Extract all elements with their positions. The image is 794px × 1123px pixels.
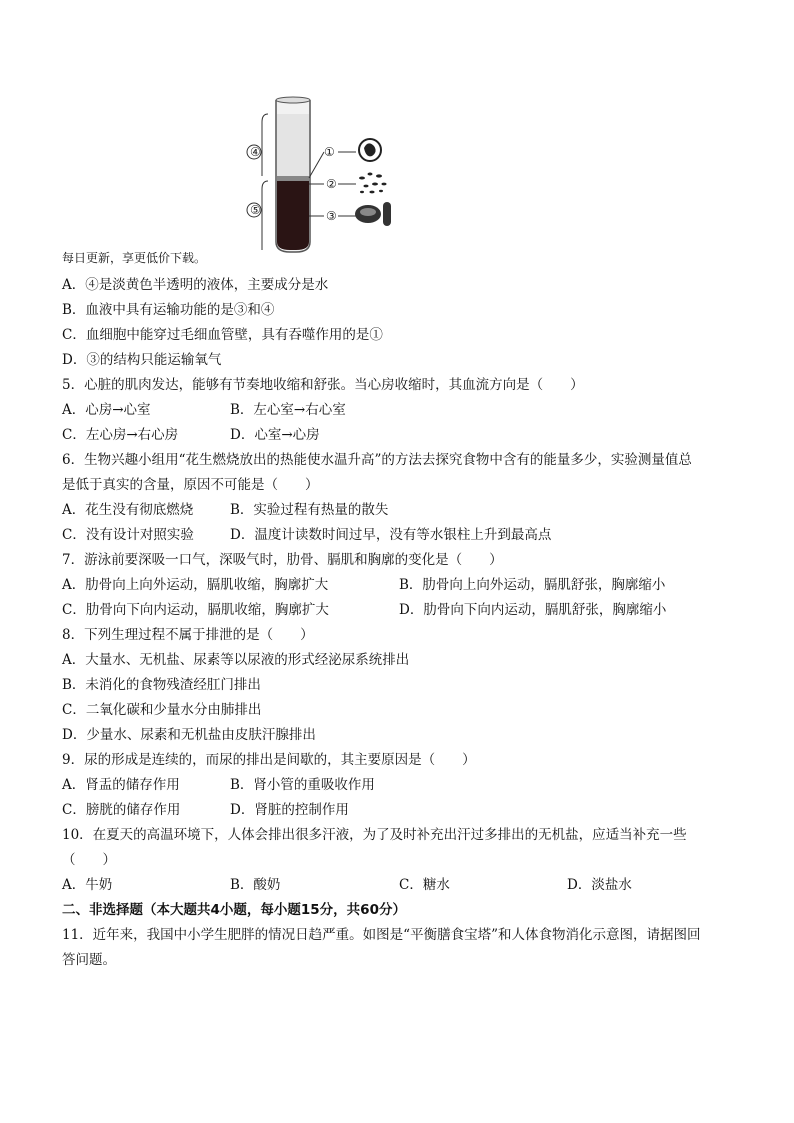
question-line: D．心室→心房 (230, 427, 320, 443)
test-tube-diagram (238, 92, 418, 257)
question-line: 10．在夏天的高温环境下，人体会排出很多汗液，为了及时补充出汗过多排出的无机盐，应适当补充一些 (62, 827, 687, 843)
question-line: A．肾盂的储存作用 (62, 777, 180, 793)
question-line: B．左心室→右心室 (230, 402, 346, 418)
label-2: ② (326, 177, 337, 191)
label-3: ③ (326, 209, 337, 223)
question-line: B．血液中具有运输功能的是③和④ (62, 302, 275, 318)
question-line: D．肾脏的控制作用 (230, 802, 349, 818)
label-5: ⑤ (250, 203, 261, 217)
question-line: A．肋骨向上向外运动，膈肌收缩，胸廓扩大 (62, 577, 329, 593)
question-line: 11．近年来，我国中小学生肥胖的情况日趋严重。如图是“平衡膳食宝塔”和人体食物消化示意图，请据图回 (62, 927, 701, 943)
leader-1 (309, 152, 324, 178)
question-line: 6．生物兴趣小组用“花生燃烧放出的热能使水温升高”的方法去探究食物中含有的能量多少，实验测量值总 (62, 452, 692, 468)
buffy-coat-layer (277, 176, 309, 181)
plasma-layer (277, 114, 309, 176)
question-line: C．糖水 (399, 877, 450, 893)
question-line: 9．尿的形成是连续的，而尿的排出是间歇的，其主要原因是（ ） (62, 752, 476, 768)
bracket-4 (262, 114, 268, 176)
section-heading: 二、非选择题（本大题共4小题，每小题15分，共60分） (62, 902, 406, 918)
question-line: C．血细胞中能穿过毛细血管壁，具有吞噬作用的是① (62, 327, 383, 343)
tube-rim (276, 97, 310, 103)
question-line: B．肋骨向上向外运动，膈肌舒张，胸廓缩小 (399, 577, 666, 593)
question-line: D．温度计读数时间过早，没有等水银柱上升到最高点 (230, 527, 552, 543)
question-line: 8．下列生理过程不属于排泄的是（ ） (62, 627, 314, 643)
question-line: A．花生没有彻底燃烧 (62, 502, 194, 518)
question-line: A．牛奶 (62, 877, 113, 893)
question-line: 7．游泳前要深吸一口气，深吸气时，肋骨、膈肌和胸廓的变化是（ ） (62, 552, 503, 568)
question-line: （ ） (62, 852, 116, 868)
red-blood-cell-side (383, 202, 391, 226)
red-cell-layer (277, 181, 309, 250)
question-line: 是低于真实的含量，原因不可能是（ ） (62, 477, 319, 493)
question-line: A．④是淡黄色半透明的液体，主要成分是水 (62, 277, 329, 293)
label-4: ④ (250, 145, 261, 159)
question-line: 答问题。 (62, 952, 116, 968)
question-line: B．酸奶 (230, 877, 281, 893)
question-line: C．没有设计对照实验 (62, 527, 194, 543)
question-line: D．少量水、尿素和无机盐由皮肤汗腺排出 (62, 727, 316, 743)
question-line: B．实验过程有热量的散失 (230, 502, 389, 518)
question-line: D．肋骨向下向内运动，膈肌舒张，胸廓缩小 (399, 602, 667, 618)
question-line: D．③的结构只能运输氧气 (62, 352, 222, 368)
red-blood-cell-center (360, 208, 376, 216)
question-line: B．肾小管的重吸收作用 (230, 777, 375, 793)
platelets (359, 173, 387, 194)
question-line: C．肋骨向下向内运动，膈肌收缩，胸廓扩大 (62, 602, 329, 618)
question-line: C．二氧化碳和少量水分由肺排出 (62, 702, 262, 718)
question-line: B．未消化的食物残渣经肛门排出 (62, 677, 261, 693)
question-line: C．左心房→右心房 (62, 427, 179, 443)
bracket-5 (262, 181, 268, 250)
question-line: C．膀胱的储存作用 (62, 802, 181, 818)
question-line: A．心房→心室 (62, 402, 151, 418)
figure-caption: 每日更新，享更低价下载。 (62, 251, 207, 265)
question-line: A．大量水、无机盐、尿素等以尿液的形式经泌尿系统排出 (62, 652, 410, 668)
question-line: 5．心脏的肌肉发达，能够有节奏地收缩和舒张。当心房收缩时，其血流方向是（ ） (62, 377, 584, 393)
blood-layers-figure (238, 92, 418, 257)
label-1: ① (324, 145, 335, 159)
question-line: D．淡盐水 (567, 877, 632, 893)
